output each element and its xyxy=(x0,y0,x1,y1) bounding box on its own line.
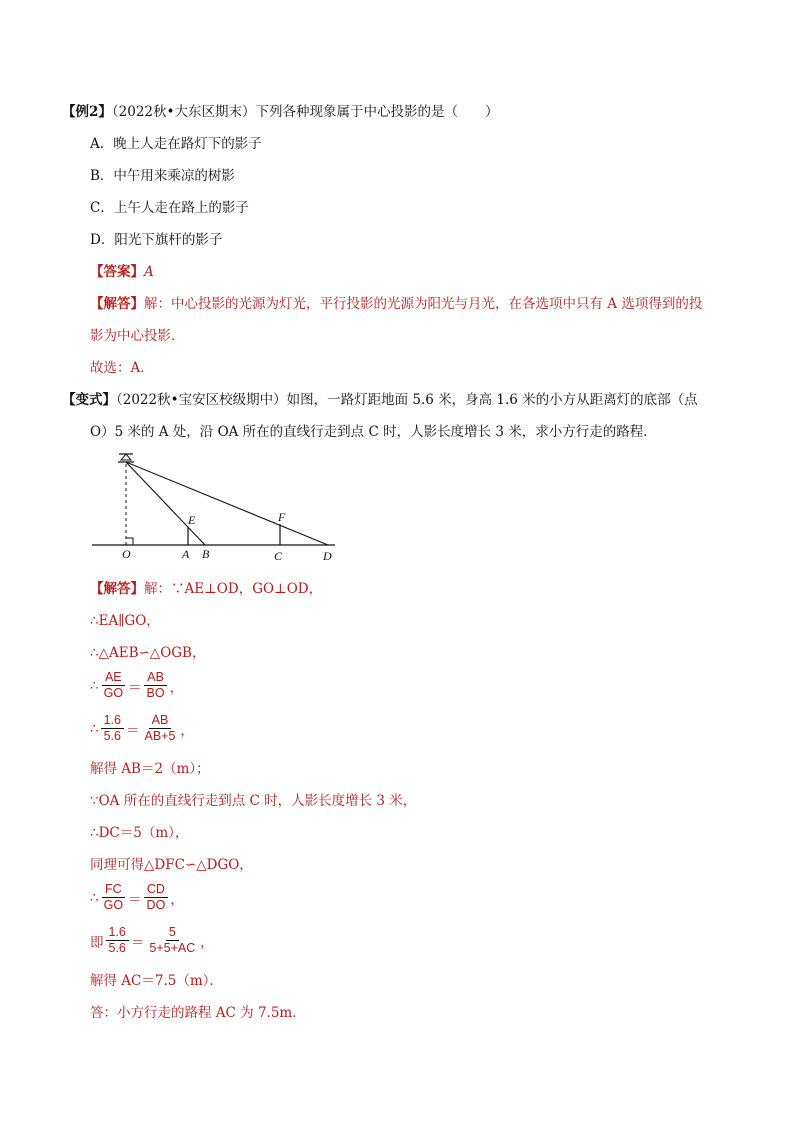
answer-label: 【答案】 xyxy=(90,264,144,280)
label-d: D xyxy=(323,549,332,563)
numerator: 5 xyxy=(166,925,179,941)
solution-line-7: 同理可得△DFC∽△DGO， xyxy=(90,857,253,873)
solution-line-3: ∴△AEB∽△OGB， xyxy=(90,645,206,661)
variant-line-1 xyxy=(62,391,698,409)
numerator: AB xyxy=(149,713,172,729)
fraction-eq-2-prefix: ∴ xyxy=(90,720,99,737)
fraction-eq-2 xyxy=(90,713,194,744)
right-angle-mark xyxy=(126,538,133,545)
fraction-cd-do xyxy=(144,882,169,913)
option-b: B．中午用来乘凉的树影 xyxy=(90,168,235,184)
fraction-ae-go xyxy=(101,670,126,701)
fraction-eq-1 xyxy=(90,670,183,701)
denominator: 5+5+AC xyxy=(149,941,196,955)
fraction-eq-4 xyxy=(90,925,214,956)
geometry-figure xyxy=(90,450,350,566)
fraction-ab-ab5 xyxy=(141,713,178,744)
denominator: 5.6 xyxy=(108,941,126,955)
option-c: C．上午人走在路上的影子 xyxy=(90,200,249,216)
solution-line-8: 解得 AC＝7.5（m）． xyxy=(90,973,223,989)
fraction-16-56 xyxy=(101,713,124,744)
analysis-text-1: 解：中心投影的光源为灯光，平行投影的光源为阳光与月光，在各选项中只有 A 选项得到的投 xyxy=(144,296,703,312)
equals-sign: ＝ xyxy=(128,679,142,696)
example-conclusion: 故选：A． xyxy=(90,360,154,376)
variant-tag: 【变式】 xyxy=(62,392,116,408)
denominator: GO xyxy=(103,686,124,700)
fraction-eq-3-prefix: ∴ xyxy=(90,889,99,906)
numerator: 1.6 xyxy=(101,713,124,729)
analysis-line-1 xyxy=(90,295,702,313)
comma: ， xyxy=(200,934,214,951)
equals-sign: ＝ xyxy=(130,934,145,951)
example-question xyxy=(62,103,498,121)
comma: ， xyxy=(169,679,184,696)
fraction-eq-1-prefix: ∴ xyxy=(90,677,99,694)
solution-line-6: ∴DC＝5（m）， xyxy=(90,825,189,841)
example-tag: 【例2】 xyxy=(62,104,112,120)
example-source: （2022秋•大东区期末） xyxy=(111,104,256,120)
label-b: B xyxy=(202,547,210,561)
denominator: AB+5 xyxy=(144,729,176,743)
label-a: A xyxy=(182,547,190,561)
solution-label: 【解答】 xyxy=(90,581,144,597)
denominator: BO xyxy=(146,686,165,700)
answer-line xyxy=(90,263,154,281)
fraction-eq-3 xyxy=(90,882,184,913)
fraction-16-56-b xyxy=(106,925,129,956)
lamp-icon xyxy=(118,454,134,462)
fraction-eq-4-prefix: 即 xyxy=(90,934,104,951)
solution-line-5: ∵OA 所在的直线行走到点 C 时，人影长度增长 3 米， xyxy=(90,793,417,809)
denominator: 5.6 xyxy=(103,729,121,743)
variant-source: （2022秋•宝安区校级期中） xyxy=(116,392,287,408)
variant-line-2: O）5 米的 A 处，沿 OA 所在的直线行走到点 C 时，人影长度增长 3 米，求小方行走的路程． xyxy=(90,424,657,440)
numerator: FC xyxy=(102,882,125,898)
analysis-line-2: 影为中心投影． xyxy=(90,328,185,344)
fraction-5-sum xyxy=(146,925,198,956)
fraction-ab-bo xyxy=(144,670,168,701)
solution-line-2: ∴EA∥GO， xyxy=(90,613,160,629)
denominator: GO xyxy=(103,898,124,912)
numerator: 1.6 xyxy=(106,925,129,941)
final-answer: 答：小方行走的路程 AC 为 7.5m． xyxy=(90,1005,306,1021)
denominator: DO xyxy=(146,898,166,912)
solution-text-1: 解：∵AE⊥OD，GO⊥OD， xyxy=(144,581,323,597)
equals-sign: ＝ xyxy=(125,722,140,739)
numerator: CD xyxy=(144,882,168,898)
equals-sign: ＝ xyxy=(128,891,142,908)
ray-to-b xyxy=(126,462,205,545)
answer-value: A xyxy=(144,264,154,280)
label-o: O xyxy=(122,547,131,561)
variant-text-1: 如图，一路灯距地面 5.6 米，身高 1.6 米的小方从距离灯的底部（点 xyxy=(286,392,698,408)
option-a: A．晚上人走在路灯下的影子 xyxy=(90,136,262,152)
solution-line-4: 解得 AB＝2（m）； xyxy=(90,761,210,777)
solution-line-1 xyxy=(90,580,322,598)
numerator: AE xyxy=(102,670,125,686)
comma: ， xyxy=(180,722,194,739)
numerator: AB xyxy=(144,670,167,686)
ray-to-d xyxy=(126,462,328,545)
comma: ， xyxy=(170,891,184,908)
option-d: D．阳光下旗杆的影子 xyxy=(90,232,223,248)
label-f: F xyxy=(278,510,286,524)
fraction-fc-go xyxy=(101,882,126,913)
example-question-text: 下列各种现象属于中心投影的是（ ） xyxy=(255,104,499,120)
label-c: C xyxy=(274,549,283,563)
analysis-label: 【解答】 xyxy=(90,296,144,312)
label-e: E xyxy=(188,513,196,527)
